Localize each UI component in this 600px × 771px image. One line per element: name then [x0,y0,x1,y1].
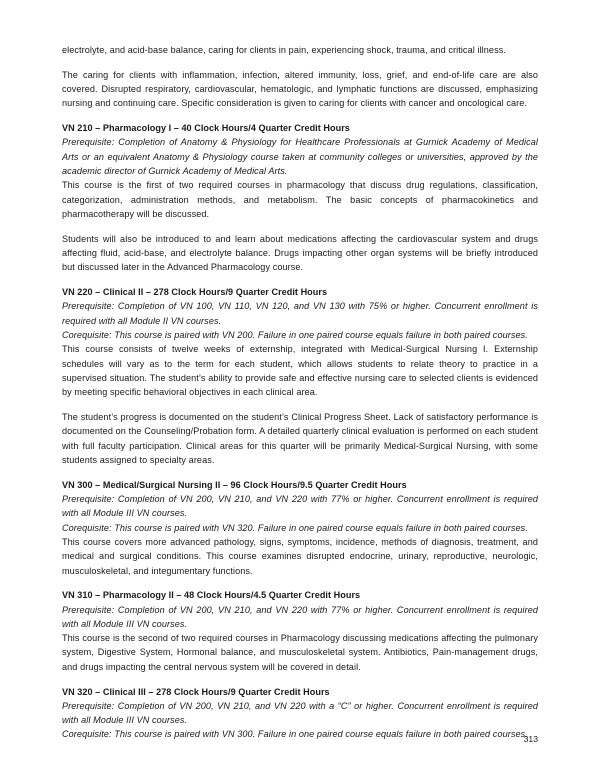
course-prerequisite: Prerequisite: Completion of VN 200, VN 210, and VN 220 with 77% or higher. Concurrent enrollment is required with all Module III VN courses. [62,494,538,519]
intro-paragraph-1: electrolyte, and acid-base balance, caring for clients in pain, experiencing shock, trauma, and critical illness. [62,45,506,55]
intro-paragraph-2: The caring for clients with inflammation, infection, altered immunity, loss, grief, and end-of-life care are also covered. Disrupted respiratory, cardiovascular, hematologic, and lymphatic functions are discussed, emphasizing nursing and continuing care. Specific consideration is given to caring for clients with cancer and oncological care. [62,69,538,109]
course-extra-paragraph-vn220: The student’s progress is documented on the student’s Clinical Progress Sheet. Lack of satisfactory performance is documented on the Counseling/Probation form. A detailed quarterly clinical evaluation is performed on each student with full faculty participation. Clinical areas for this quarter will be primarily Medical-Surgical Nursing, with some students assigned to specialty areas. [62,412,538,465]
course-heading: VN 320 – Clinical III – 278 Clock Hours/9 Quarter Credit Hours [62,686,330,697]
course-heading: VN 210 – Pharmacology I – 40 Clock Hours/4 Quarter Credit Hours [62,123,350,134]
course-description: This course covers more advanced pathology, signs, symptoms, incidence, methods of diagnosis, treatment, and medical and surgical conditions. This course examines disrupted endocrine, urinary, reproductive, neurologic, musculoskeletal, and integumentary functions. [62,536,538,576]
course-heading: VN 220 – Clinical II – 278 Clock Hours/9 Quarter Credit Hours [62,287,328,298]
course-description: This course is the first of two required courses in pharmacology that discuss drug regulations, classification, categorization, administration methods, and metabolism. The basic concepts of pharmacokinetics and pharmacotherapy will be discussed. [62,180,538,219]
course-entry-vn220 [62,285,538,399]
course-extra-paragraph-vn210: Students will also be introduced to and learn about medications affecting the cardiovascular system and drugs affecting fluid, acid-base, and electrolyte balance. Drugs impacting other organ systems will be briefly introduced but discussed later in the Advanced Pharmacology course. [62,233,538,273]
course-corequisite: Corequisite: This course is paired with VN 300. Failure in one paired course equals failure in both paired courses. [62,729,528,740]
course-description: This course is the second of two required courses in Pharmacology discussing medications affecting the pulmonary system, Digestive System, Hormonal balance, and musculoskeletal system. Antibiotics, Pain-management drugs, and drugs impacting the central nervous system will be covered in detail. [62,633,538,672]
course-description: This course consists of twelve weeks of externship, integrated with Medical-Surgical Nursing I. Externship schedules will vary as to the term for each student, which allows students to relate theory to practice in a supervised situation. The student’s ability to provide safe and effective nursing care to selected clients is evidenced by meeting specific behavioral objectives in each clinical area. [62,344,538,398]
course-entry-vn320 [62,685,538,742]
course-prerequisite: Prerequisite: Completion of Anatomy & Physiology for Healthcare Professionals at Gurnick Academy of Medical Arts or an equivalent Anatomy & Physiology course taken at community colleges or universities, approved by the academic director of Gurnick Academy of Medical Arts. [62,137,538,177]
page-number: 313 [523,734,538,744]
course-prerequisite: Prerequisite: Completion of VN 200, VN 210, and VN 220 with a “C” or higher. Concurrent enrollment is required with all Module III VN courses. [62,700,538,726]
course-entry-vn210 [62,121,538,221]
course-heading: VN 310 – Pharmacology II – 48 Clock Hours/4.5 Quarter Credit Hours [62,590,361,601]
course-heading: VN 300 – Medical/Surgical Nursing II – 96 Clock Hours/9.5 Quarter Credit Hours [62,479,407,490]
page-content [62,43,538,752]
course-entry-vn300 [62,478,538,578]
course-prerequisite: Prerequisite: Completion of VN 200, VN 210, and VN 220 with 77% or higher. Concurrent enrollment is required with all Module III VN courses. [62,604,538,629]
course-prerequisite: Prerequisite: Completion of VN 100, VN 110, VN 120, and VN 130 with 75% or higher. Concurrent enrollment is required with all Module II VN courses. [62,301,538,326]
course-entry-vn310 [62,588,538,674]
course-corequisite: Corequisite: This course is paired with VN 320. Failure in one paired course equals failure in both paired courses. [62,522,528,533]
course-corequisite: Corequisite: This course is paired with VN 200. Failure in one paired course equals failure in both paired courses. [62,330,528,341]
